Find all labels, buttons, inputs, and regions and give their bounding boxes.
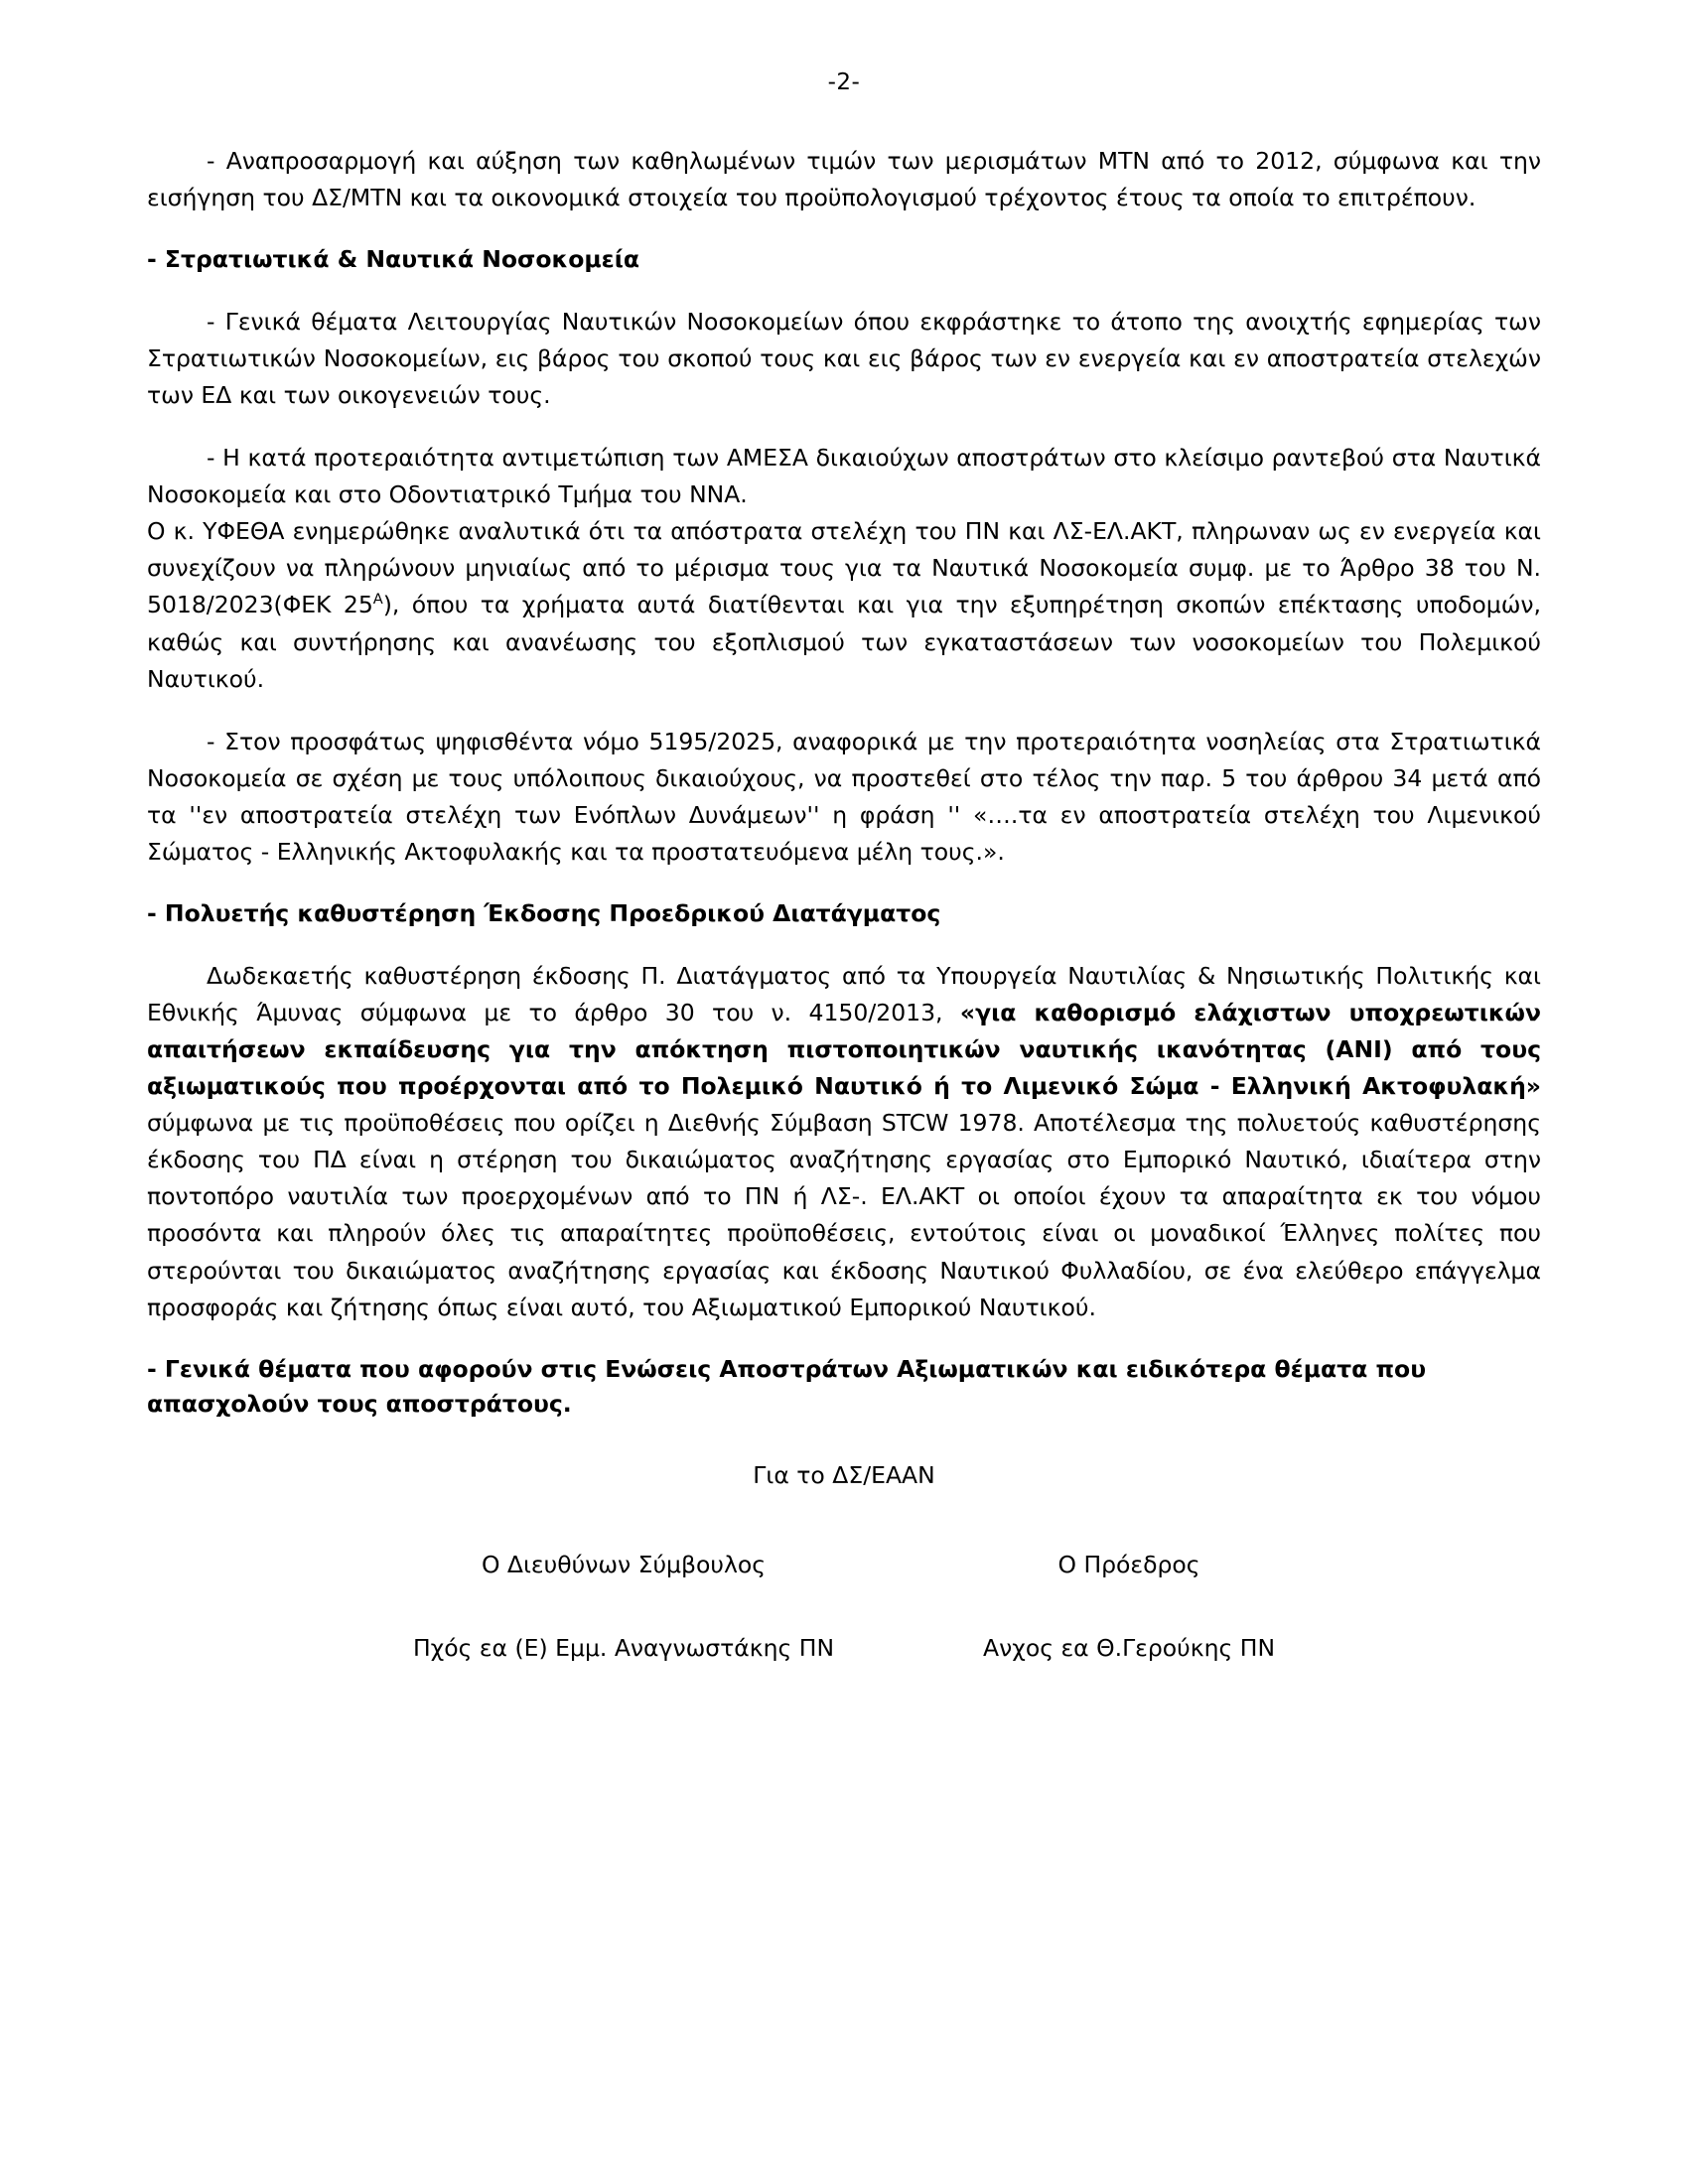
- signature-president: [983, 1547, 1275, 1667]
- signature-name: Πχός εα (Ε) Εμμ. Αναγνωστάκης ΠΝ: [412, 1633, 835, 1662]
- decree-delay-quote: «για καθορισμό ελάχιστων υποχρεωτικών απαιτήσεων εκπαίδευσης για την απόκτηση πιστοποιητικών ναυτικής ικανότητας (ΑΝΙ) από τους αξιωματικούς που προέρχονται από το Πολεμικό Ναυτικό ή το Λιμενικό Σώμα - Ελληνική Ακτοφυλακή»: [147, 998, 1541, 1100]
- signature-intro-line: Για το ΔΣ/ΕΑΑΝ: [753, 1461, 935, 1490]
- signature-name: Ανχος εα Θ.Γερούκης ΠΝ: [983, 1633, 1276, 1662]
- decree-delay-outro: σύμφωνα με τις προϋποθέσεις που ορίζει η Διεθνής Σύμβαση STCW 1978. Αποτέλεσμα της πολυετούς καθυστέρησης έκδοσης του ΠΔ είναι η στέρηση του δικαιώματος αναζήτησης εργασίας στο Εμπορικό Ναυτικό, ιδιαίτερα στην ποντοπόρο ναυτιλία των προερχομένων από το ΠΝ ή ΛΣ-. ΕΛ.ΑΚΤ οι οποίοι έχουν τα απαραίτητα εκ του νόμου προσόντα και πληρούν όλες τις απαραίτητες προϋποθέσεις, εντούτοις είναι οι μοναδικοί Έλληνες πολίτες που στερούνται του δικαιώματος αναζήτησης εργασίας και έκδοσης Ναυτικού Φυλλαδίου, σε ένα ελεύθερο επάγγελμα προσφοράς και ζήτησης όπως είναι αυτό, του Αξιωματικού Εμπορικού Ναυτικού.: [147, 1109, 1541, 1321]
- paragraph-priority-appointments: - Η κατά προτεραιότητα αντιμετώπιση των ΑΜΕΣΑ δικαιούχων αποστράτων στο κλείσιμο ραντεβού στα Ναυτικά Νοσοκομεία και στο Οδοντιατρικό Τμήμα του ΝΝΑ.: [147, 443, 1541, 508]
- paragraph-decree-delay-body: [147, 958, 1541, 1326]
- signature-managing-director: [413, 1547, 834, 1667]
- signature-role: Ο Διευθύνων Σύμβουλος: [481, 1551, 767, 1579]
- signature-role: Ο Πρόεδρος: [1057, 1551, 1200, 1579]
- heading-general-topics: - Γενικά θέματα που αφορούν στις Ενώσεις Αποστράτων Αξιωματικών και ειδικότερα θέματα που απασχολούν τους αποστράτους.: [147, 1354, 1427, 1418]
- paragraph-yfetha-briefing: [147, 513, 1541, 698]
- decree-delay-intro: Δωδεκαετής καθυστέρηση έκδοσης Π. Διατάγματος από τα Υπουργεία Ναυτιλίας & Νησιωτικής Πολιτικής και Εθνικής Άμυνας σύμφωνα με το άρθρο 30 του ν. 4150/2013,: [147, 961, 1541, 1026]
- footnote-marker: Α: [372, 591, 383, 609]
- signature-block: [147, 1547, 1541, 1667]
- paragraph-yfetha-briefing-text: Ο κ. ΥΦΕΘΑ ενημερώθηκε αναλυτικά ότι τα απόστρατα στελέχη του ΠΝ και ΛΣ-ΕΛ.ΑΚΤ, πληρωναν ως εν ενεργεία και συνεχίζουν να πληρώνουν μηνιαίως από το μέρισμα τους για τα Ναυτικά Νοσοκομεία συμφ. με το Άρθρο 38 του Ν. 5018/2023(ΦΕΚ 25: [147, 517, 1541, 619]
- paragraph-yfetha-briefing-tail: ), όπου τα χρήματα αυτά διατίθενται και για την εξυπηρέτηση σκοπών επέκτασης υποδομών, καθώς και συντήρησης και ανανέωσης του εξοπλισμού των εγκαταστάσεων των νοσοκομείων του Πολεμικού Ναυτικού.: [147, 591, 1541, 693]
- page-number: -2-: [827, 69, 861, 95]
- paragraph-hospital-operation: - Γενικά θέματα Λειτουργίας Ναυτικών Νοσοκομείων όπου εκφράστηκε το άτοπο της ανοιχτής εφημερίας των Στρατιωτικών Νοσοκομείων, εις βάρος του σκοπού τους και εις βάρος των εν ενεργεία και εν αποστρατεία στελεχών των ΕΔ και των οικογενειών τους.: [147, 307, 1541, 409]
- paragraph-law-5195: - Στον προσφάτως ψηφισθέντα νόμο 5195/2025, αναφορικά με την προτεραιότητα νοσηλείας στα Στρατιωτικά Νοσοκομεία σε σχέση με τους υπόλοιπους δικαιούχους, να προστεθεί στο τέλος την παρ. 5 του άρθρου 34 μετά από τα ''εν αποστρατεία στελέχη των Ενόπλων Δυνάμεων'' η φράση '' «….τα εν αποστρατεία στελέχη του Λιμενικού Σώματος - Ελληνικής Ακτοφυλακής και τα προστατευόμενα μέλη τους.».: [147, 727, 1541, 867]
- paragraph-mtn-adjustment: - Αναπροσαρμογή και αύξηση των καθηλωμένων τιμών των μερισμάτων ΜΤΝ από το 2012, σύμφωνα και την εισήγηση του ΔΣ/ΜΤΝ και τα οικονομικά στοιχεία του προϋπολογισμού τρέχοντος έτους τα οποία το επιτρέπουν.: [147, 147, 1541, 212]
- heading-military-naval-hospitals: - Στρατιωτικά & Ναυτικά Νοσοκομεία: [147, 245, 640, 274]
- heading-presidential-decree-delay: - Πολυετής καθυστέρηση Έκδοσης Προεδρικού Διατάγματος: [147, 899, 941, 928]
